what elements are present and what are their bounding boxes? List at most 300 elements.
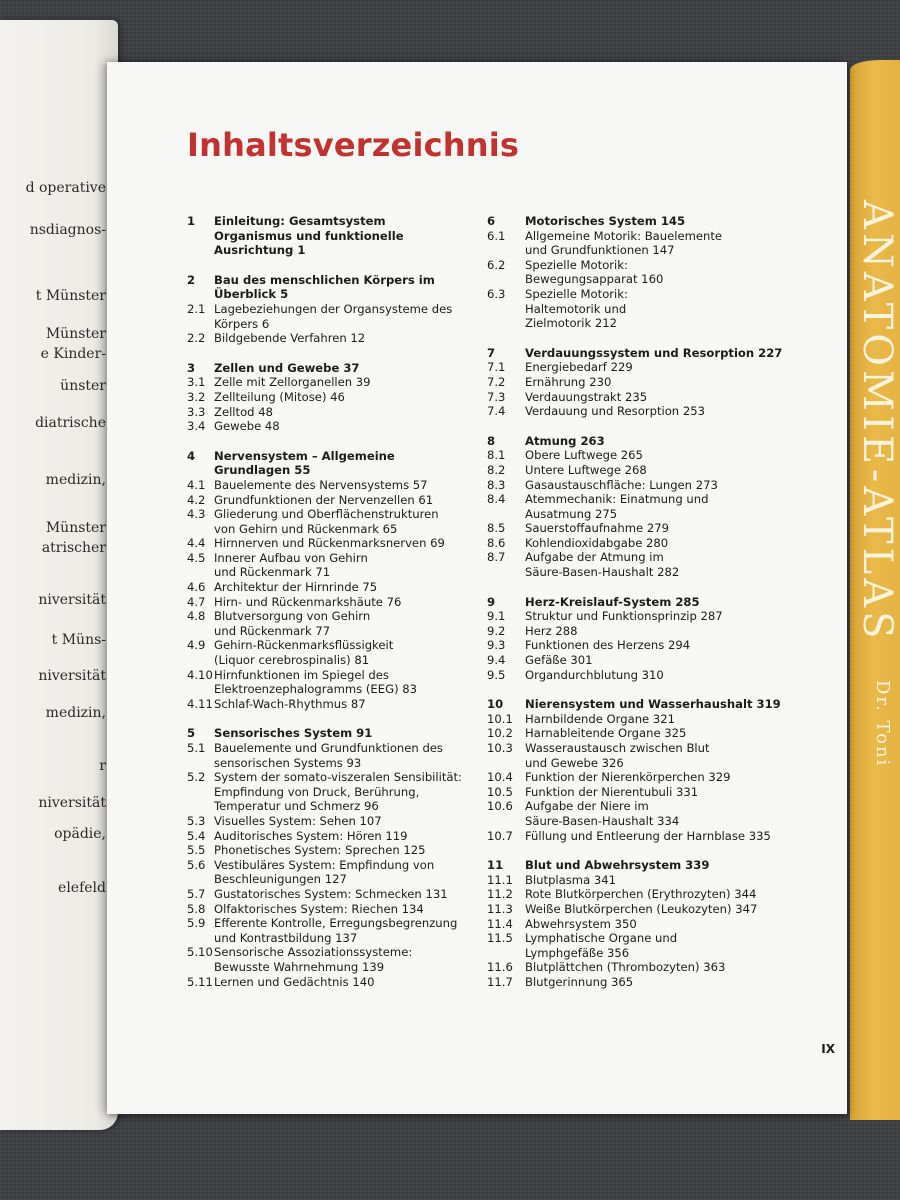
toc-entry-line bbox=[487, 390, 832, 405]
toc-entry-number: 8.2 bbox=[487, 462, 506, 477]
toc-entry-text: Empfindung von Druck, Berührung, bbox=[214, 784, 420, 799]
toc-entry-number: 5.2 bbox=[187, 770, 206, 785]
toc-chapter-line bbox=[187, 229, 487, 244]
toc-entry-line bbox=[487, 448, 832, 463]
toc-entry-text: Auditorisches System: Hören 119 bbox=[214, 828, 408, 843]
toc-entry-line bbox=[487, 931, 832, 946]
toc-entry-number bbox=[187, 565, 214, 580]
toc-entry-text: Atemmechanik: Einatmung und bbox=[525, 492, 709, 507]
toc-entry-number: 9.3 bbox=[487, 638, 506, 653]
toc-entry-text: Harnableitende Organe 325 bbox=[525, 726, 687, 741]
toc-entry-line bbox=[187, 331, 487, 346]
toc-entry-line bbox=[187, 507, 487, 522]
toc-entry-line bbox=[187, 756, 487, 771]
toc-chapter-line bbox=[487, 595, 832, 610]
toc-entry-text: Spezielle Motorik: bbox=[525, 257, 628, 272]
toc-entry-line bbox=[487, 272, 832, 287]
toc-entry-text: Bewusste Wahrnehmung 139 bbox=[214, 959, 385, 974]
toc-entry-text: Schlaf-Wach-Rhythmus 87 bbox=[214, 696, 366, 711]
toc-entry-text: Zellteilung (Mitose) 46 bbox=[214, 389, 345, 404]
toc-chapter-line bbox=[187, 449, 487, 464]
toc-entry-line bbox=[187, 741, 487, 756]
toc-entry-line bbox=[487, 726, 832, 741]
toc-entry-line bbox=[487, 960, 832, 975]
toc-entry-number bbox=[187, 931, 214, 946]
toc-entry-line bbox=[187, 580, 487, 595]
toc-entry-number: 5.9 bbox=[187, 916, 206, 931]
toc-entry-text: Sensorische Assoziationssysteme: bbox=[214, 945, 413, 960]
toc-entry-text: Blut und Abwehrsystem 339 bbox=[525, 858, 710, 873]
toc-entry-text: Innerer Aufbau von Gehirn bbox=[214, 550, 368, 565]
toc-entry-line bbox=[487, 360, 832, 375]
left-page-text-fragment: niversität bbox=[38, 668, 106, 684]
toc-entry-text: Hirnnerven und Rückenmarksnerven 69 bbox=[214, 536, 445, 551]
toc-entry-text: Organismus und funktionelle bbox=[214, 228, 404, 243]
toc-entry-text: Zelle mit Zellorganellen 39 bbox=[214, 375, 371, 390]
toc-entry-number bbox=[187, 463, 214, 478]
toc-entry-line bbox=[487, 873, 832, 888]
toc-entry-text: Verdauung und Resorption 253 bbox=[525, 404, 705, 419]
toc-entry-number bbox=[187, 785, 214, 800]
left-page-text-fragment: ünster bbox=[60, 378, 106, 394]
toc-entry-number bbox=[487, 756, 525, 771]
toc-entry-line bbox=[187, 799, 487, 814]
toc-entry-text: Herz 288 bbox=[525, 623, 578, 638]
toc-entry-number: 5.4 bbox=[187, 828, 206, 843]
toc-entry-number bbox=[487, 302, 525, 317]
toc-entry-number: 11.4 bbox=[487, 916, 513, 931]
toc-entry-text: Säure-Basen-Haushalt 334 bbox=[525, 813, 680, 828]
toc-entry-text: Allgemeine Motorik: Bauelemente bbox=[525, 228, 723, 243]
toc-chapter-line bbox=[187, 243, 487, 258]
book-spine-title: ANATOMIE-ATLAS bbox=[854, 200, 900, 643]
toc-entry-line bbox=[187, 405, 487, 420]
toc-entry-number: 4.11 bbox=[187, 696, 213, 711]
toc-entry-text: Zelltod 48 bbox=[214, 404, 273, 419]
left-page-text-fragment: niversität bbox=[38, 795, 106, 811]
toc-entry-number bbox=[487, 946, 525, 961]
toc-entry-line bbox=[487, 507, 832, 522]
toc-entry-number: 7.4 bbox=[487, 404, 506, 419]
toc-entry-line bbox=[487, 668, 832, 683]
toc-entry-number: 5.8 bbox=[187, 901, 206, 916]
toc-chapter-line bbox=[187, 273, 487, 288]
toc-entry-text: Lagebeziehungen der Organsysteme des bbox=[214, 301, 453, 316]
toc-entry-text: Herz-Kreislauf-System 285 bbox=[525, 594, 700, 609]
toc-entry-line bbox=[487, 316, 832, 331]
toc-entry-text: Phonetisches System: Sprechen 125 bbox=[214, 843, 426, 858]
toc-entry-line bbox=[487, 741, 832, 756]
toc-entry-number: 10.7 bbox=[487, 828, 513, 843]
toc-entry-number bbox=[187, 756, 214, 771]
toc-entry-number: 4.3 bbox=[187, 507, 206, 522]
toc-entry-text: Blutplättchen (Thrombozyten) 363 bbox=[525, 960, 726, 975]
toc-entry-text: Verdauungssystem und Resorption 227 bbox=[525, 345, 783, 360]
toc-entry-number: 1 bbox=[187, 214, 196, 228]
toc-entry-number: 3.3 bbox=[187, 404, 206, 419]
toc-entry-number: 10.6 bbox=[487, 799, 513, 814]
toc-entry-number: 9.1 bbox=[487, 609, 506, 624]
toc-chapter-line bbox=[487, 214, 832, 229]
toc-entry-number: 3 bbox=[187, 360, 196, 375]
toc-entry-text: und Rückenmark 71 bbox=[214, 565, 331, 580]
toc-entry-line bbox=[187, 916, 487, 931]
toc-entry-text: Funktion der Nierentubuli 331 bbox=[525, 784, 699, 799]
left-page-text-fragment: opädie, bbox=[54, 826, 106, 842]
toc-entry-number: 8.7 bbox=[487, 550, 506, 565]
toc-entry-number bbox=[487, 507, 525, 522]
left-page-text-fragment: medizin, bbox=[45, 705, 106, 721]
toc-entry-number: 7.1 bbox=[487, 360, 506, 375]
toc-entry-number: 9 bbox=[487, 594, 496, 609]
toc-entry-text: Ausrichtung 1 bbox=[214, 243, 306, 258]
toc-entry-number: 5.10 bbox=[187, 945, 213, 960]
toc-entry-text: Einleitung: Gesamtsystem bbox=[214, 214, 386, 228]
toc-left-column bbox=[187, 214, 487, 989]
toc-entry-text: Untere Luftwege 268 bbox=[525, 462, 647, 477]
toc-entry-line bbox=[487, 521, 832, 536]
toc-entry-number: 11.1 bbox=[487, 872, 513, 887]
toc-entry-number: 3.2 bbox=[187, 389, 206, 404]
toc-entry-line bbox=[487, 917, 832, 932]
toc-entry-number: 6.1 bbox=[487, 228, 506, 243]
toc-entry-text: Kohlendioxidabgabe 280 bbox=[525, 535, 669, 550]
toc-entry-text: Sauerstoffaufnahme 279 bbox=[525, 521, 669, 536]
toc-entry-text: Abwehrsystem 350 bbox=[525, 916, 637, 931]
toc-entry-line bbox=[187, 375, 487, 390]
toc-entry-number bbox=[487, 272, 525, 287]
book-spine-subtitle: Dr. Toni bbox=[872, 680, 893, 768]
toc-entry-text: Ausatmung 275 bbox=[525, 506, 618, 521]
toc-entry-text: Efferente Kontrolle, Erregungsbegrenzung bbox=[214, 916, 458, 931]
toc-entry-number: 11.3 bbox=[487, 901, 513, 916]
toc-entry-number: 9.2 bbox=[487, 623, 506, 638]
toc-entry-number: 7 bbox=[487, 345, 496, 360]
toc-entry-number bbox=[187, 960, 214, 975]
toc-entry-number bbox=[187, 872, 214, 887]
toc-right-column bbox=[487, 214, 832, 990]
toc-entry-number: 8.1 bbox=[487, 448, 506, 463]
toc-entry-number: 4.1 bbox=[187, 477, 206, 492]
toc-entry-line bbox=[487, 536, 832, 551]
left-page-text-fragment: atrischer bbox=[41, 540, 106, 556]
toc-entry-number: 8.6 bbox=[487, 535, 506, 550]
toc-entry-number bbox=[187, 799, 214, 814]
toc-entry-text: Säure-Basen-Haushalt 282 bbox=[525, 565, 680, 580]
toc-entry-line bbox=[187, 975, 487, 990]
toc-entry-text: System der somato-viszeralen Sensibilität: bbox=[214, 770, 462, 785]
toc-entry-number bbox=[487, 814, 525, 829]
toc-entry-line bbox=[187, 609, 487, 624]
toc-entry-line bbox=[487, 243, 832, 258]
toc-entry-text: Verdauungstrakt 235 bbox=[525, 389, 648, 404]
toc-chapter-line bbox=[487, 697, 832, 712]
toc-entry-number bbox=[187, 522, 214, 537]
toc-entry-number: 4.7 bbox=[187, 594, 206, 609]
toc-entry-text: Beschleunigungen 127 bbox=[214, 872, 347, 887]
toc-entry-text: Bauelemente und Grundfunktionen des bbox=[214, 741, 443, 755]
left-page-text-fragment: Münster bbox=[45, 520, 106, 536]
toc-entry-number bbox=[187, 682, 214, 697]
toc-entry-line bbox=[187, 624, 487, 639]
left-page-text-fragment: diatrische bbox=[35, 415, 106, 431]
toc-entry-text: Bauelemente des Nervensystems 57 bbox=[214, 477, 428, 492]
toc-entry-number: 4.5 bbox=[187, 550, 206, 565]
toc-entry-text: Lernen und Gedächtnis 140 bbox=[214, 974, 375, 989]
toc-entry-number bbox=[187, 229, 214, 244]
toc-entry-line bbox=[187, 478, 487, 493]
toc-entry-line bbox=[187, 858, 487, 873]
toc-entry-text: Rote Blutkörperchen (Erythrozyten) 344 bbox=[525, 887, 757, 902]
toc-entry-line bbox=[187, 419, 487, 434]
page-number: IX bbox=[821, 1042, 835, 1056]
toc-entry-number: 4.9 bbox=[187, 638, 206, 653]
toc-entry-line bbox=[487, 492, 832, 507]
toc-entry-line bbox=[187, 668, 487, 683]
toc-entry-number: 5.1 bbox=[187, 741, 206, 755]
toc-chapter-line bbox=[187, 214, 487, 229]
left-page-text-fragment: d operative bbox=[25, 180, 106, 196]
toc-entry-line bbox=[187, 697, 487, 712]
toc-entry-line bbox=[187, 638, 487, 653]
toc-entry-line bbox=[487, 814, 832, 829]
toc-entry-line bbox=[187, 390, 487, 405]
toc-entry-number: 5 bbox=[187, 726, 196, 741]
toc-entry-line bbox=[487, 624, 832, 639]
toc-entry-text: Blutversorgung von Gehirn bbox=[214, 609, 371, 624]
toc-entry-text: von Gehirn und Rückenmark 65 bbox=[214, 521, 398, 536]
toc-entry-text: Gefäße 301 bbox=[525, 653, 593, 668]
left-page-text-fragment: r bbox=[99, 758, 106, 774]
toc-entry-line bbox=[487, 799, 832, 814]
toc-entry-line bbox=[487, 404, 832, 419]
toc-entry-number: 4.4 bbox=[187, 536, 206, 551]
toc-entry-line bbox=[187, 843, 487, 858]
toc-entry-line bbox=[487, 653, 832, 668]
left-page-text-fragment: e Kinder- bbox=[40, 346, 106, 362]
toc-entry-number: 6.3 bbox=[487, 286, 506, 301]
left-page-text-fragment: elefeld bbox=[58, 880, 106, 896]
toc-entry-number: 4.10 bbox=[187, 667, 213, 682]
toc-entry-line bbox=[187, 814, 487, 829]
toc-chapter-line bbox=[487, 346, 832, 361]
toc-entry-text: Motorisches System 145 bbox=[525, 214, 686, 228]
toc-entry-number: 5.3 bbox=[187, 813, 206, 828]
toc-entry-text: Hirn- und Rückenmarkshäute 76 bbox=[214, 594, 402, 609]
toc-entry-text: Blutgerinnung 365 bbox=[525, 974, 634, 989]
toc-entry-line bbox=[187, 595, 487, 610]
toc-entry-text: Körpers 6 bbox=[214, 316, 270, 331]
toc-entry-line bbox=[187, 887, 487, 902]
toc-entry-line bbox=[187, 785, 487, 800]
toc-entry-text: Funktionen des Herzens 294 bbox=[525, 638, 691, 653]
toc-entry-number: 8.3 bbox=[487, 477, 506, 492]
toc-entry-line bbox=[487, 287, 832, 302]
left-page-text-fragment: niversität bbox=[38, 592, 106, 608]
toc-entry-text: Organdurchblutung 310 bbox=[525, 667, 664, 682]
toc-entry-text: Wasseraustausch zwischen Blut bbox=[525, 741, 710, 755]
toc-entry-line bbox=[187, 493, 487, 508]
toc-entry-number: 6.2 bbox=[487, 257, 506, 272]
left-page-text-fragment: medizin, bbox=[45, 472, 106, 488]
toc-entry-text: Weiße Blutkörperchen (Leukozyten) 347 bbox=[525, 901, 758, 916]
toc-entry-text: Blutplasma 341 bbox=[525, 872, 617, 887]
toc-entry-line bbox=[487, 902, 832, 917]
toc-entry-text: Haltemotorik und bbox=[525, 301, 627, 316]
left-facing-page bbox=[0, 20, 118, 1130]
toc-entry-text: Energiebedarf 229 bbox=[525, 360, 633, 375]
toc-entry-line bbox=[487, 258, 832, 273]
toc-entry-number: 6 bbox=[487, 214, 496, 228]
toc-entry-line bbox=[187, 960, 487, 975]
toc-entry-text: Harnbildende Organe 321 bbox=[525, 711, 675, 726]
toc-entry-number: 7.2 bbox=[487, 374, 506, 389]
page-title: Inhaltsverzeichnis bbox=[187, 126, 520, 164]
toc-entry-line bbox=[487, 770, 832, 785]
toc-entry-text: Vestibuläres System: Empfindung von bbox=[214, 857, 435, 872]
toc-entry-line bbox=[487, 550, 832, 565]
toc-entry-text: Ernährung 230 bbox=[525, 374, 612, 389]
toc-entry-line bbox=[487, 302, 832, 317]
toc-entry-number: 10 bbox=[487, 697, 504, 712]
toc-entry-number: 10.3 bbox=[487, 741, 513, 755]
toc-entry-number: 8.4 bbox=[487, 492, 506, 507]
left-page-text-fragment: t Münster bbox=[35, 288, 106, 304]
toc-entry-number: 9.4 bbox=[487, 653, 506, 668]
left-page-text-fragment: t Müns- bbox=[51, 632, 106, 648]
toc-chapter-line bbox=[487, 434, 832, 449]
toc-entry-line bbox=[487, 829, 832, 844]
toc-entry-number bbox=[187, 653, 214, 668]
toc-entry-text: Gasaustauschfläche: Lungen 273 bbox=[525, 477, 718, 492]
toc-entry-number: 9.5 bbox=[487, 667, 506, 682]
toc-entry-text: und Grundfunktionen 147 bbox=[525, 243, 675, 258]
toc-entry-number bbox=[487, 243, 525, 258]
toc-entry-line bbox=[487, 946, 832, 961]
toc-chapter-line bbox=[487, 858, 832, 873]
toc-entry-text: Nierensystem und Wasserhaushalt 319 bbox=[525, 697, 781, 712]
toc-entry-text: Grundfunktionen der Nervenzellen 61 bbox=[214, 492, 434, 507]
toc-entry-number: 10.4 bbox=[487, 770, 513, 785]
toc-entry-number: 3.1 bbox=[187, 375, 206, 390]
yellow-book-cover bbox=[850, 60, 900, 1120]
toc-entry-text: Spezielle Motorik: bbox=[525, 286, 628, 301]
toc-entry-line bbox=[187, 945, 487, 960]
toc-entry-number: 4 bbox=[187, 448, 196, 463]
toc-entry-text: sensorischen Systems 93 bbox=[214, 755, 362, 770]
toc-chapter-line bbox=[187, 463, 487, 478]
toc-chapter-line bbox=[187, 361, 487, 376]
toc-entry-text: Bildgebende Verfahren 12 bbox=[214, 331, 366, 346]
toc-entry-line bbox=[487, 463, 832, 478]
toc-entry-number: 5.7 bbox=[187, 886, 206, 901]
toc-entry-line bbox=[187, 682, 487, 697]
toc-entry-number: 10.2 bbox=[487, 726, 513, 741]
toc-entry-line bbox=[487, 887, 832, 902]
toc-entry-line bbox=[187, 902, 487, 917]
toc-entry-number bbox=[187, 624, 214, 639]
toc-entry-line bbox=[187, 829, 487, 844]
toc-entry-text: Zielmotorik 212 bbox=[525, 316, 618, 331]
toc-entry-text: Gehirn-Rückenmarksflüssigkeit bbox=[214, 638, 394, 653]
toc-entry-text: Bewegungsapparat 160 bbox=[525, 272, 664, 287]
toc-entry-number bbox=[487, 565, 525, 580]
toc-entry-number: 11.2 bbox=[487, 887, 513, 902]
toc-entry-line bbox=[187, 653, 487, 668]
toc-entry-line bbox=[187, 872, 487, 887]
toc-entry-line bbox=[487, 785, 832, 800]
toc-entry-line bbox=[187, 551, 487, 566]
toc-entry-line bbox=[487, 609, 832, 624]
toc-entry-number bbox=[487, 316, 525, 331]
toc-entry-text: Atmung 263 bbox=[525, 433, 605, 448]
toc-entry-text: Aufgabe der Atmung im bbox=[525, 550, 664, 565]
toc-entry-text: Visuelles System: Sehen 107 bbox=[214, 813, 382, 828]
toc-entry-text: Elektroenzephalogramms (EEG) 83 bbox=[214, 682, 418, 697]
toc-entry-text: Überblick 5 bbox=[214, 287, 289, 302]
toc-chapter-line bbox=[187, 726, 487, 741]
left-page-text-fragment: nsdiagnos- bbox=[29, 222, 106, 238]
toc-entry-line bbox=[187, 770, 487, 785]
toc-entry-number bbox=[187, 243, 214, 258]
toc-entry-number: 11.5 bbox=[487, 931, 513, 946]
toc-entry-text: Lymphatische Organe und bbox=[525, 931, 678, 946]
toc-entry-text: Bau des menschlichen Körpers im bbox=[214, 272, 435, 287]
toc-entry-text: Funktion der Nierenkörperchen 329 bbox=[525, 770, 731, 785]
toc-entry-text: und Gewebe 326 bbox=[525, 755, 624, 770]
toc-entry-line bbox=[187, 931, 487, 946]
toc-entry-number: 11.6 bbox=[487, 960, 513, 975]
toc-entry-line bbox=[487, 638, 832, 653]
toc-entry-text: Nervensystem – Allgemeine bbox=[214, 448, 395, 463]
toc-entry-text: Temperatur und Schmerz 96 bbox=[214, 799, 379, 814]
toc-chapter-line bbox=[187, 287, 487, 302]
toc-entry-number: 8.5 bbox=[487, 521, 506, 536]
toc-entry-number bbox=[187, 317, 214, 332]
toc-entry-number: 3.4 bbox=[187, 419, 206, 434]
toc-entry-text: Lymphgefäße 356 bbox=[525, 945, 630, 960]
toc-entry-number: 2.2 bbox=[187, 331, 206, 346]
toc-entry-text: Füllung und Entleerung der Harnblase 335 bbox=[525, 828, 771, 843]
toc-entry-line bbox=[187, 317, 487, 332]
toc-entry-line bbox=[487, 712, 832, 727]
toc-entry-number: 7.3 bbox=[487, 389, 506, 404]
toc-entry-text: Gewebe 48 bbox=[214, 419, 280, 434]
toc-entry-text: Grundlagen 55 bbox=[214, 463, 311, 478]
toc-entry-line bbox=[487, 975, 832, 990]
toc-entry-text: Aufgabe der Niere im bbox=[525, 799, 649, 814]
toc-entry-number: 5.5 bbox=[187, 843, 206, 858]
toc-entry-number: 2.1 bbox=[187, 301, 206, 316]
toc-entry-text: Struktur und Funktionsprinzip 287 bbox=[525, 609, 723, 624]
toc-entry-text: Obere Luftwege 265 bbox=[525, 448, 643, 463]
toc-entry-number: 2 bbox=[187, 272, 196, 287]
toc-page bbox=[107, 62, 847, 1114]
toc-entry-text: und Kontrastbildung 137 bbox=[214, 930, 358, 945]
toc-entry-number: 4.6 bbox=[187, 580, 206, 595]
toc-entry-text: Hirnfunktionen im Spiegel des bbox=[214, 667, 389, 682]
toc-entry-line bbox=[187, 565, 487, 580]
toc-entry-text: und Rückenmark 77 bbox=[214, 623, 331, 638]
toc-entry-text: Gliederung und Oberflächenstrukturen bbox=[214, 507, 439, 522]
toc-entry-number: 11 bbox=[487, 858, 504, 873]
toc-entry-line bbox=[187, 536, 487, 551]
toc-entry-number: 4.8 bbox=[187, 609, 206, 624]
toc-entry-line bbox=[187, 302, 487, 317]
toc-entry-line bbox=[487, 565, 832, 580]
toc-entry-line bbox=[487, 478, 832, 493]
toc-entry-text: (Liquor cerebrospinalis) 81 bbox=[214, 653, 370, 668]
